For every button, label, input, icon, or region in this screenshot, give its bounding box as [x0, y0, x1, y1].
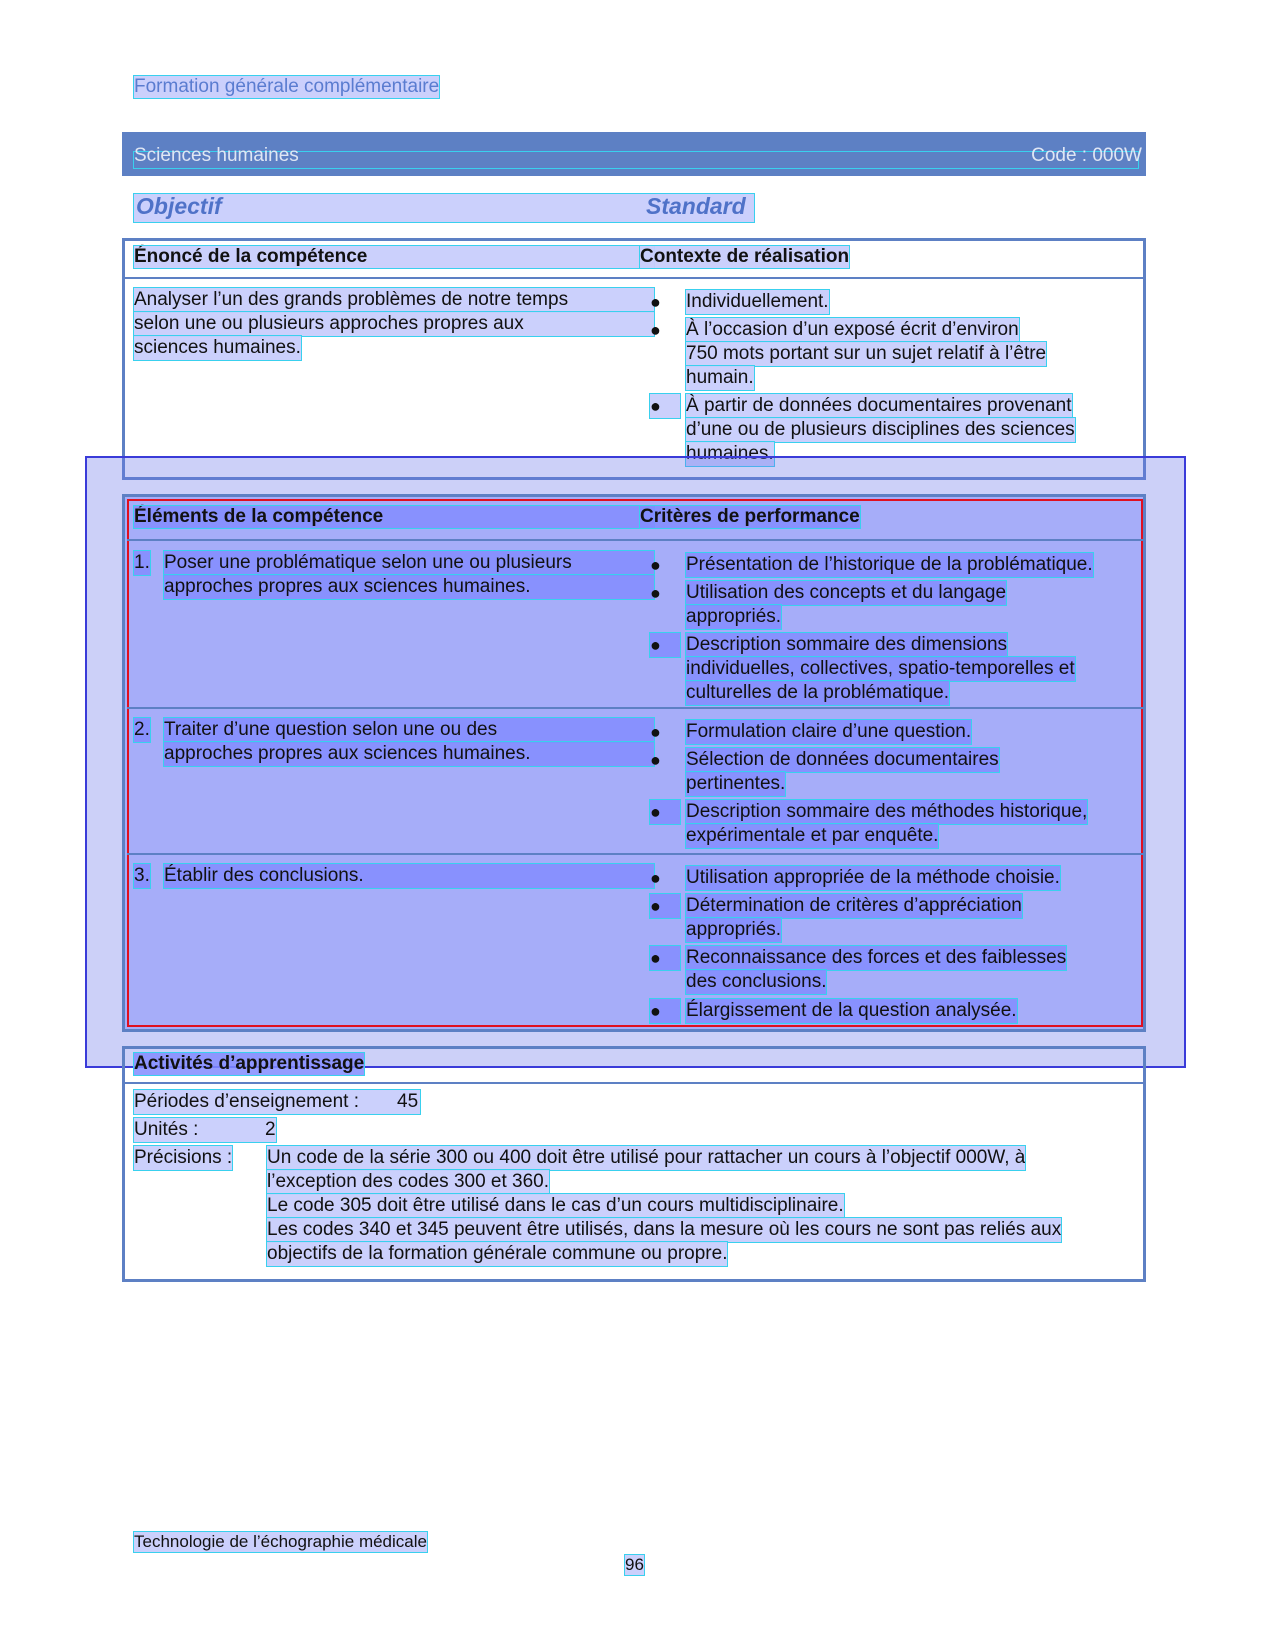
- context-item: humain.: [686, 367, 754, 388]
- context-header: Contexte de réalisation: [640, 246, 850, 267]
- element-text: Traiter d’une question selon une ou des: [164, 718, 654, 742]
- bullet-icon: ●: [650, 894, 680, 918]
- units-label: Unités :: [134, 1118, 276, 1142]
- document-heading: Formation générale complémentaire: [134, 76, 440, 97]
- competence-statement-line: sciences humaines.: [134, 337, 301, 358]
- divider: [127, 707, 1143, 709]
- divider: [127, 539, 1143, 541]
- footer-program: Technologie de l’échographie médicale: [134, 1532, 427, 1551]
- context-item: À l’occasion d’un exposé écrit d’environ: [686, 319, 1019, 340]
- elements-header: Éléments de la compétence: [134, 506, 654, 528]
- element-text: approches propres aux sciences humaines.: [164, 575, 654, 599]
- criterion-item: pertinentes.: [686, 773, 786, 794]
- bullet-icon: ●: [650, 800, 680, 824]
- bullet-icon: ●: [650, 999, 680, 1023]
- criterion-item: Détermination de critères d’appréciation: [686, 895, 1022, 916]
- periods-label: Périodes d’enseignement :: [134, 1090, 420, 1114]
- precisions-line: l’exception des codes 300 et 360.: [267, 1171, 550, 1192]
- competence-statement-line: Analyser l’un des grands problèmes de notre temps: [134, 288, 654, 312]
- context-item: 750 mots portant sur un sujet relatif à l’être: [686, 343, 1047, 364]
- criterion-item: Utilisation des concepts et du langage: [686, 582, 1007, 603]
- divider: [122, 1082, 1146, 1084]
- element-text: approches propres aux sciences humaines.: [164, 742, 654, 766]
- page-number: 96: [625, 1555, 644, 1574]
- criteria-header: Critères de performance: [640, 506, 860, 527]
- element-text: Établir des conclusions.: [164, 864, 654, 888]
- precisions-line: Le code 305 doit être utilisé dans le cas d’un cours multidisciplinaire.: [267, 1195, 844, 1216]
- learning-activities-header: Activités d’apprentissage: [134, 1053, 365, 1074]
- criterion-item: appropriés.: [686, 919, 782, 940]
- criterion-item: Description sommaire des méthodes historique,: [686, 801, 1088, 822]
- context-item: humaines.: [686, 443, 774, 464]
- bullet-icon: ●: [650, 320, 661, 340]
- criterion-item: expérimentale et par enquête.: [686, 825, 939, 846]
- criterion-item: Élargissement de la question analysée.: [686, 1000, 1017, 1021]
- element-number: 2.: [134, 719, 150, 740]
- bullet-icon: ●: [650, 292, 661, 312]
- criterion-item: individuelles, collectives, spatio-temporelles et: [686, 658, 1075, 679]
- objectif-label: Objectif: [136, 193, 222, 219]
- subject-code: Code : 000W: [1031, 145, 1142, 166]
- criterion-item: Utilisation appropriée de la méthode choisie.: [686, 867, 1060, 888]
- context-item: Individuellement.: [686, 291, 829, 312]
- bullet-icon: ●: [650, 583, 661, 603]
- competence-statement-line: selon une ou plusieurs approches propres aux: [134, 312, 654, 336]
- criterion-item: culturelles de la problématique.: [686, 682, 949, 703]
- criterion-item: des conclusions.: [686, 971, 827, 992]
- criterion-item: appropriés.: [686, 606, 782, 627]
- bullet-icon: ●: [650, 555, 661, 575]
- element-text: Poser une problématique selon une ou plusieurs: [164, 551, 654, 575]
- element-number: 3.: [134, 865, 150, 886]
- precisions-label: Précisions :: [134, 1147, 233, 1168]
- context-item: d’une ou de plusieurs disciplines des sciences: [686, 419, 1075, 440]
- bullet-icon: ●: [650, 633, 680, 657]
- standard-label: Standard: [646, 193, 746, 219]
- bullet-icon: ●: [650, 868, 661, 888]
- bullet-icon: ●: [650, 750, 661, 770]
- bullet-icon: ●: [650, 946, 680, 970]
- precisions-line: Les codes 340 et 345 peuvent être utilisés, dans la mesure où les cours ne sont pas reliés aux: [267, 1219, 1062, 1240]
- precisions-line: objectifs de la formation générale commune ou propre.: [267, 1243, 728, 1264]
- precisions-line: Un code de la série 300 ou 400 doit être utilisé pour rattacher un cours à l’objectif 000W, à: [267, 1147, 1026, 1168]
- criterion-item: Description sommaire des dimensions: [686, 634, 1008, 655]
- units-value: 2: [265, 1119, 276, 1140]
- divider: [127, 853, 1143, 855]
- subject-title: Sciences humaines: [134, 145, 299, 166]
- context-item: À partir de données documentaires provenant: [686, 395, 1072, 416]
- competence-statement-header: Énoncé de la compétence: [134, 246, 654, 268]
- criterion-item: Présentation de l’historique de la problématique.: [686, 554, 1093, 575]
- criterion-item: Formulation claire d’une question.: [686, 721, 972, 742]
- element-number: 1.: [134, 552, 150, 573]
- criterion-item: Reconnaissance des forces et des faiblesses: [686, 947, 1067, 968]
- bullet-icon: ●: [650, 722, 661, 742]
- bullet-icon: ●: [650, 394, 680, 418]
- divider: [122, 277, 1146, 279]
- criterion-item: Sélection de données documentaires: [686, 749, 999, 770]
- periods-value: 45: [397, 1091, 419, 1112]
